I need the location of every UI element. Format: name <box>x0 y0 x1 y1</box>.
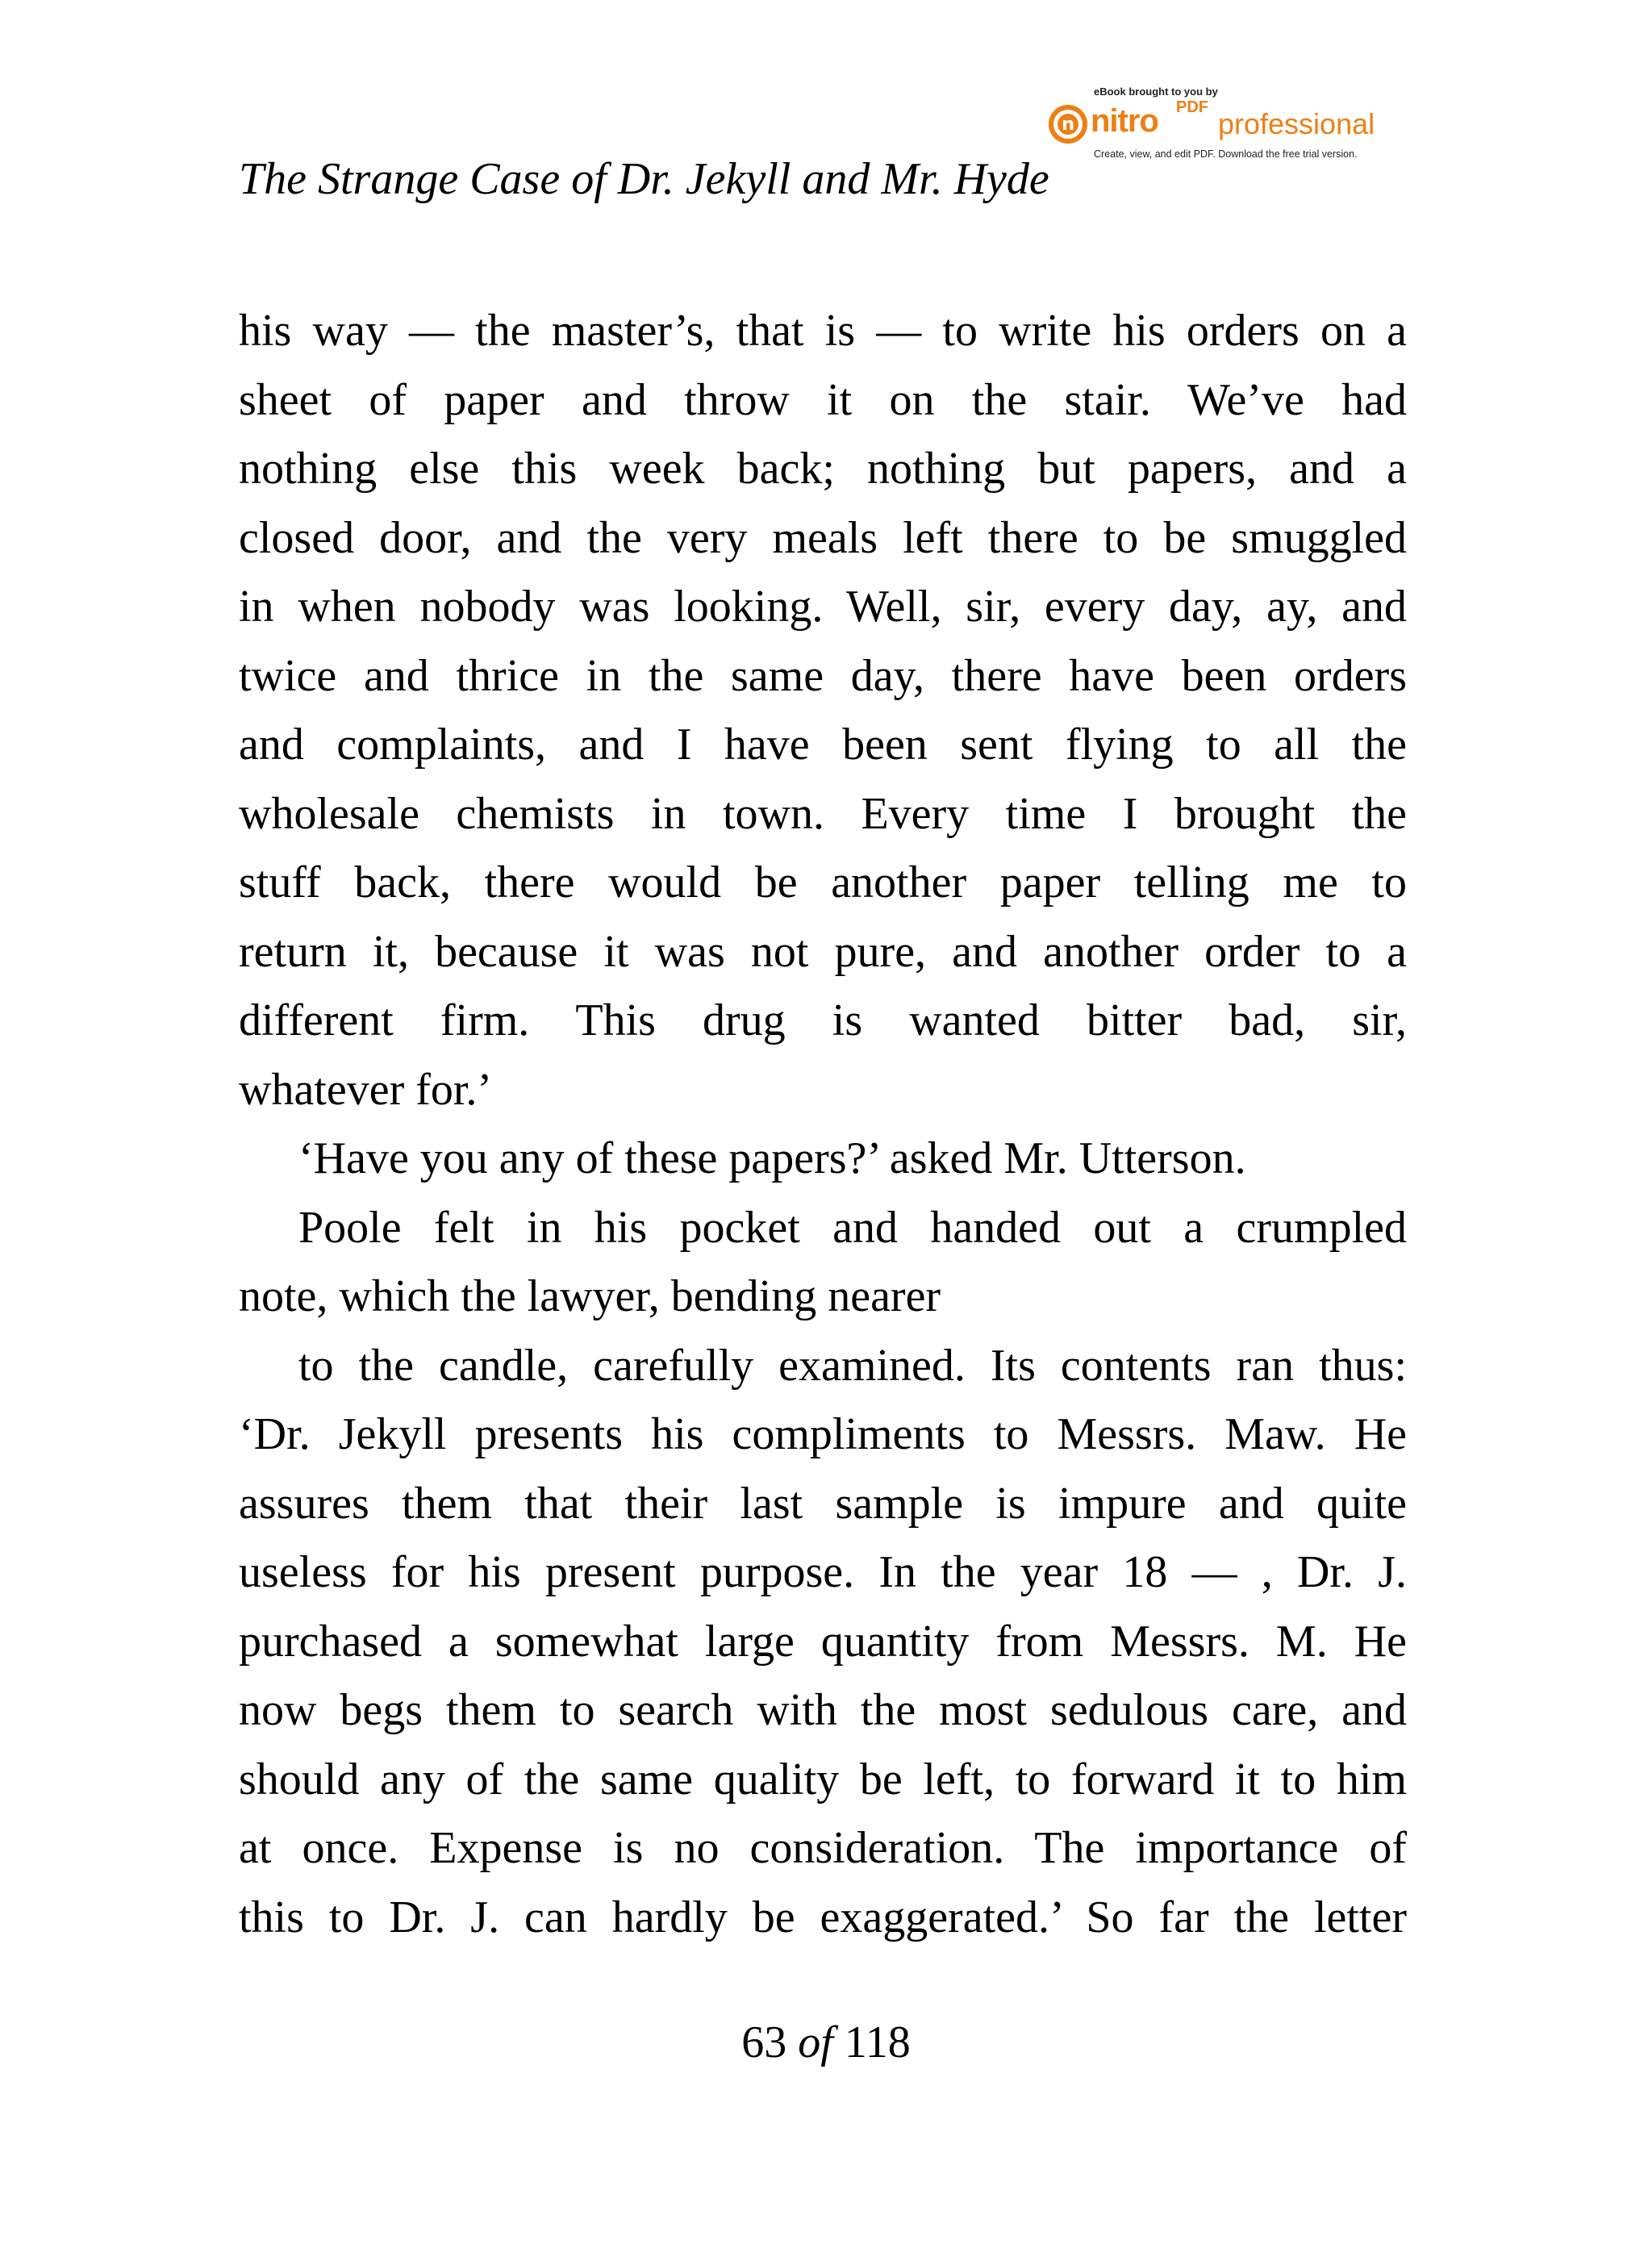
watermark-brand-superscript: PDF <box>1176 98 1208 116</box>
nitro-pdf-watermark[interactable] <box>1049 86 1420 166</box>
watermark-tagline: Create, view, and edit PDF. Download the free trial version. <box>1094 148 1358 160</box>
nitro-logo-icon <box>1049 105 1087 144</box>
page-body <box>239 297 1407 1952</box>
text-line: return it, because it was not pure, and another order to a <box>239 926 1407 977</box>
text-line: his way — the master’s, that is — to write his orders on a <box>239 306 1407 356</box>
text-line: and complaints, and I have been sent flying to all the <box>239 720 1407 770</box>
watermark-brand: nitro <box>1091 103 1158 139</box>
text-line: closed door, and the very meals left there to be smuggled <box>239 512 1407 563</box>
text-line: Poole felt in his pocket and handed out a crumpled <box>298 1202 1407 1253</box>
text-line: ‘Dr. Jekyll presents his compliments to Messrs. Maw. He <box>239 1409 1407 1459</box>
text-line: to the candle, carefully examined. Its contents ran thus: <box>298 1340 1407 1391</box>
text-line: this to Dr. J. can hardly be exaggerated.’ So far the letter <box>239 1892 1407 1942</box>
book-title: The Strange Case of Dr. Jekyll and Mr. Hyde <box>239 154 1049 204</box>
text-line: useless for his present purpose. In the year 18 — , Dr. J. <box>239 1547 1407 1597</box>
text-line: purchased a somewhat large quantity from Messrs. M. He <box>239 1616 1407 1667</box>
text-line: at once. Expense is no consideration. The importance of <box>239 1823 1407 1873</box>
text-line: sheet of paper and throw it on the stair. We’ve had <box>239 374 1407 425</box>
text-line: different firm. This drug is wanted bitter bad, sir, <box>239 995 1407 1045</box>
text-line: whatever for.’ <box>239 1064 493 1115</box>
text-line: nothing else this week back; nothing but papers, and a <box>239 444 1407 494</box>
text-line: wholesale chemists in town. Every time I brought the <box>239 788 1407 839</box>
text-line: stuff back, there would be another paper telling me to <box>239 857 1407 907</box>
watermark-top-text: eBook brought to you by <box>1094 86 1218 98</box>
page-total: 118 <box>844 2017 911 2067</box>
text-line: should any of the same quality be left, to forward it to him <box>239 1754 1407 1804</box>
page-current: 63 <box>741 2017 787 2067</box>
text-line: twice and thrice in the same day, there have been orders <box>239 650 1407 701</box>
text-line: note, which the lawyer, bending nearer <box>239 1271 941 1321</box>
text-line: in when nobody was looking. Well, sir, every day, ay, and <box>239 582 1407 632</box>
page-number <box>0 2010 1652 2075</box>
text-line: now begs them to search with the most sedulous care, and <box>239 1685 1407 1735</box>
page-of: of <box>798 2017 833 2067</box>
watermark-product: professional <box>1218 107 1375 140</box>
text-line: ‘Have you any of these papers?’ asked Mr. Utterson. <box>298 1133 1246 1183</box>
text-line: assures them that their last sample is impure and quite <box>239 1478 1407 1529</box>
